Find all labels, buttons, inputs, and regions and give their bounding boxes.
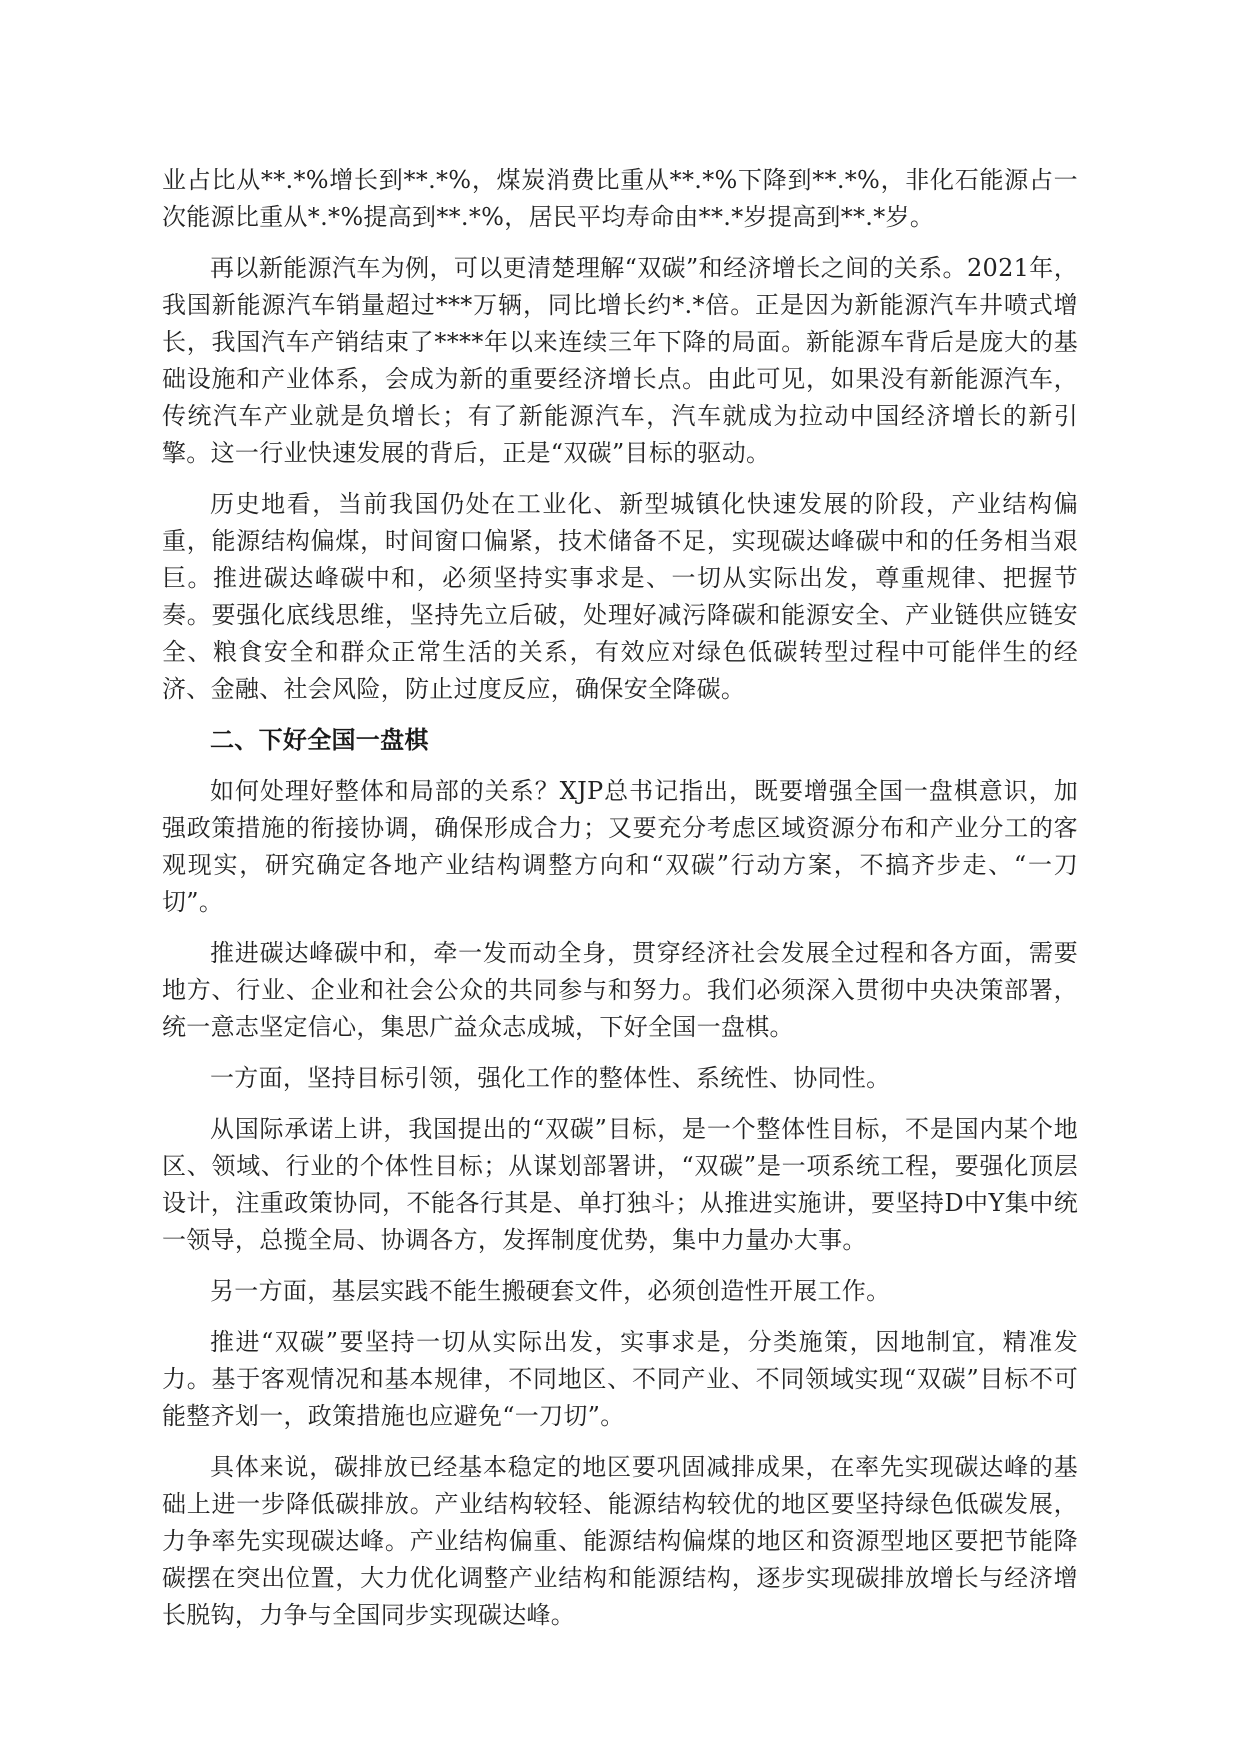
paragraph: 历史地看，当前我国仍处在工业化、新型城镇化快速发展的阶段，产业结构偏重，能源结构偏煤，时间窗口偏紧，技术储备不足，实现碳达峰碳中和的任务相当艰巨。推进碳达峰碳中和，必须坚持实事求是、一切从实际出发，尊重规律、把握节奏。要强化底线思维，坚持先立后破，处理好减污降碳和能源安全、产业链供应链安全、粮食安全和群众正常生活的关系，有效应对绿色低碳转型过程中可能伴生的经济、金融、社会风险，防止过度反应，确保安全降碳。 (162, 490, 1078, 703)
paragraph: 推进“双碳”要坚持一切从实际出发，实事求是，分类施策，因地制宜，精准发力。基于客观情况和基本规律，不同地区、不同产业、不同领域实现“双碳”目标不可能整齐划一，政策措施也应避免“一刀切”。 (162, 1328, 1078, 1430)
document-body (162, 162, 1078, 1648)
paragraph: 再以新能源汽车为例，可以更清楚理解“双碳”和经济增长之间的关系。2021年，我国新能源汽车销量超过***万辆，同比增长约*.*倍。正是因为新能源汽车井喷式增长，我国汽车产销结束了****年以来连续三年下降的局面。新能源车背后是庞大的基础设施和产业体系，会成为新的重要经济增长点。由此可见，如果没有新能源汽车，传统汽车产业就是负增长；有了新能源汽车，汽车就成为拉动中国经济增长的新引擎。这一行业快速发展的背后，正是“双碳”目标的驱动。 (162, 254, 1078, 467)
paragraph: 一方面，坚持目标引领，强化工作的整体性、系统性、协同性。 (210, 1064, 891, 1092)
paragraph: 推进碳达峰碳中和，牵一发而动全身，贯穿经济社会发展全过程和各方面，需要地方、行业、企业和社会公众的共同参与和努力。我们必须深入贯彻中央决策部署，统一意志坚定信心，集思广益众志成城，下好全国一盘棋。 (162, 939, 1078, 1041)
paragraph: 从国际承诺上讲，我国提出的“双碳”目标，是一个整体性目标，不是国内某个地区、领域、行业的个体性目标；从谋划部署讲，“双碳”是一项系统工程，要强化顶层设计，注重政策协同，不能各行其是、单打独斗；从推进实施讲，要坚持D中Y集中统一领导，总揽全局、协调各方，发挥制度优势，集中力量办大事。 (162, 1115, 1078, 1254)
paragraph: 另一方面，基层实践不能生搬硬套文件，必须创造性开展工作。 (210, 1277, 891, 1305)
section-heading: 二、下好全国一盘棋 (210, 726, 429, 754)
paragraph-continued: 业占比从**.*%增长到**.*%，煤炭消费比重从**.*%下降到**.*%，非化石能源占一次能源比重从*.*%提高到**.*%，居民平均寿命由**.*岁提高到**.*岁。 (162, 166, 1078, 231)
paragraph: 如何处理好整体和局部的关系？XJP总书记指出，既要增强全国一盘棋意识，加强政策措施的衔接协调，确保形成合力；又要充分考虑区域资源分布和产业分工的客观现实，研究确定各地产业结构调整方向和“双碳”行动方案，不搞齐步走、“一刀切”。 (162, 777, 1078, 916)
paragraph: 具体来说，碳排放已经基本稳定的地区要巩固减排成果，在率先实现碳达峰的基础上进一步降低碳排放。产业结构较轻、能源结构较优的地区要坚持绿色低碳发展，力争率先实现碳达峰。产业结构偏重、能源结构偏煤的地区和资源型地区要把节能降碳摆在突出位置，大力优化调整产业结构和能源结构，逐步实现碳排放增长与经济增长脱钩，力争与全国同步实现碳达峰。 (162, 1453, 1078, 1629)
